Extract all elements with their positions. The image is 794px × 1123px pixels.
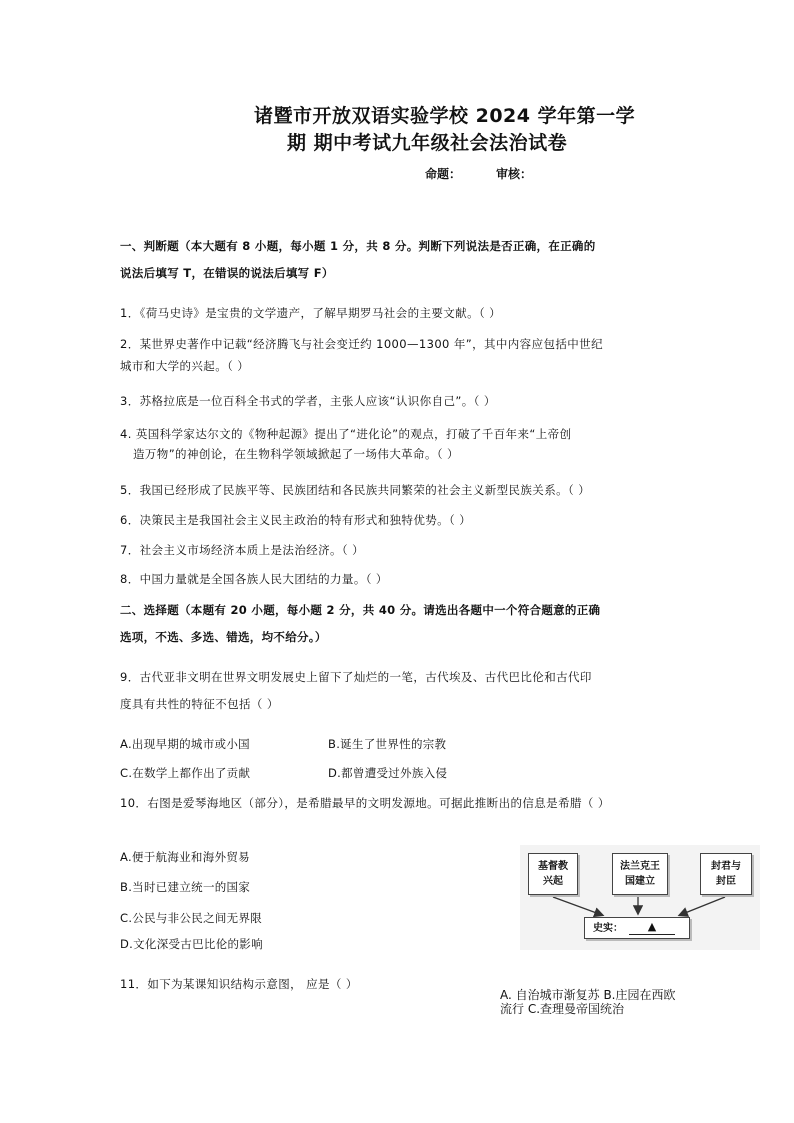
question-9-line2: 度具有共性的特征不包括（ ） (120, 697, 279, 711)
section1-heading-line2: 说法后填写 T，在错误的说法后填写 F） (120, 266, 334, 280)
box3-line2: 封臣 (716, 876, 736, 887)
title-line-1: 诸暨市开放双语实验学校 2024 学年第一学 (254, 105, 636, 127)
section2-heading-line1: 二、选择题（本题有 20 小题，每小题 2 分，共 40 分。请选出各题中一个符合题意的正确 (120, 603, 601, 617)
q10-option-c: C.公民与非公民之间无界限 (120, 911, 263, 925)
box1-line2: 兴起 (543, 876, 563, 887)
judgment-8: 8．中国力量就是全国各族人民大团结的力量。（ ） (120, 572, 388, 586)
title-line-2: 期 期中考试九年级社会法治试卷 (287, 132, 568, 154)
box2-line2: 国建立 (625, 876, 655, 887)
section2-heading-line2: 选项，不选、多选、错选，均不给分。） (120, 630, 327, 644)
q11-answer-options: A. 自治城市渐复苏 B.庄园在西欧流行 C.查理曼帝国统治 (500, 988, 676, 1016)
judgment-4-line2: 造万物”的神创论，在生物科学领域掀起了一场伟大革命。（ ） (133, 447, 459, 461)
judgment-1: 1．《荷马史诗》是宝贵的文学遗产，了解早期罗马社会的主要文献。（ ） (120, 306, 502, 320)
q10-option-a: A.便于航海业和海外贸易 (120, 850, 250, 864)
judgment-5: 5．我国已经形成了民族平等、民族团结和各民族共同繁荣的社会主义新型民族关系。（ ） (120, 483, 591, 497)
diagram-result-box (584, 917, 690, 939)
q9-option-c: C.在数学上都作出了贡献 (120, 766, 251, 780)
diagram-box-frankish-kingdom (612, 853, 668, 895)
judgment-2-line1: 2．某世界史著作中记载“经济腾飞与社会变迁约 1000—1300 年”，其中内容应包括中世纪 (120, 337, 603, 351)
box1-line1: 基督教 (538, 861, 568, 872)
diagram-box-lords-vassals (700, 853, 752, 895)
judgment-4-line1: 4. 英国科学家达尔文的《物种起源》提出了“进化论”的观点，打破了千百年来“上帝创 (120, 427, 572, 441)
question-10-stem: 10．右图是爱琴海地区（部分），是希腊最早的文明发源地。可据此推断出的信息是希腊（ ） (120, 796, 610, 810)
q10-option-b: B.当时已建立统一的国家 (120, 880, 251, 894)
reviewer-label: 审核： (496, 167, 533, 181)
question-11-stem: 11．如下为某课知识结构示意图， 应是（ ） (120, 977, 358, 991)
section1-heading-line1: 一、判断题（本大题有 8 小题，每小题 1 分，共 8 分。判断下列说法是否正确，在正确的 (120, 239, 596, 253)
judgment-7: 7．社会主义市场经济本质上是法治经济。（ ） (120, 543, 365, 557)
judgment-2-line2: 城市和大学的兴起。（ ） (120, 359, 250, 373)
result-label: 史实： (593, 922, 623, 934)
q9-option-a: A.出现早期的城市或小国 (120, 737, 250, 751)
question-9-line1: 9．古代亚非文明在世界文明发展史上留下了灿烂的一笔，古代埃及、古代巴比伦和古代印 (120, 670, 592, 684)
judgment-6: 6．决策民主是我国社会主义民主政治的特有形式和独特优势。（ ） (120, 513, 472, 527)
box2-line1: 法兰克王 (620, 861, 660, 872)
q9-option-b: B.诞生了世界性的宗教 (328, 737, 447, 751)
judgment-3: 3．苏格拉底是一位百科全书式的学者，主张人应该“认识你自己”。（ ） (120, 394, 496, 408)
knowledge-structure-diagram (520, 845, 760, 950)
q9-option-d: D.都曾遭受过外族入侵 (328, 766, 448, 780)
box3-line1: 封君与 (711, 861, 741, 872)
diagram-box-christianity (528, 853, 578, 895)
triangle-marker-icon: ▲ (647, 920, 657, 933)
q10-option-d: D.文化深受古巴比伦的影响 (120, 937, 263, 951)
proposer-label: 命题： (425, 167, 462, 181)
result-blank (629, 921, 675, 935)
